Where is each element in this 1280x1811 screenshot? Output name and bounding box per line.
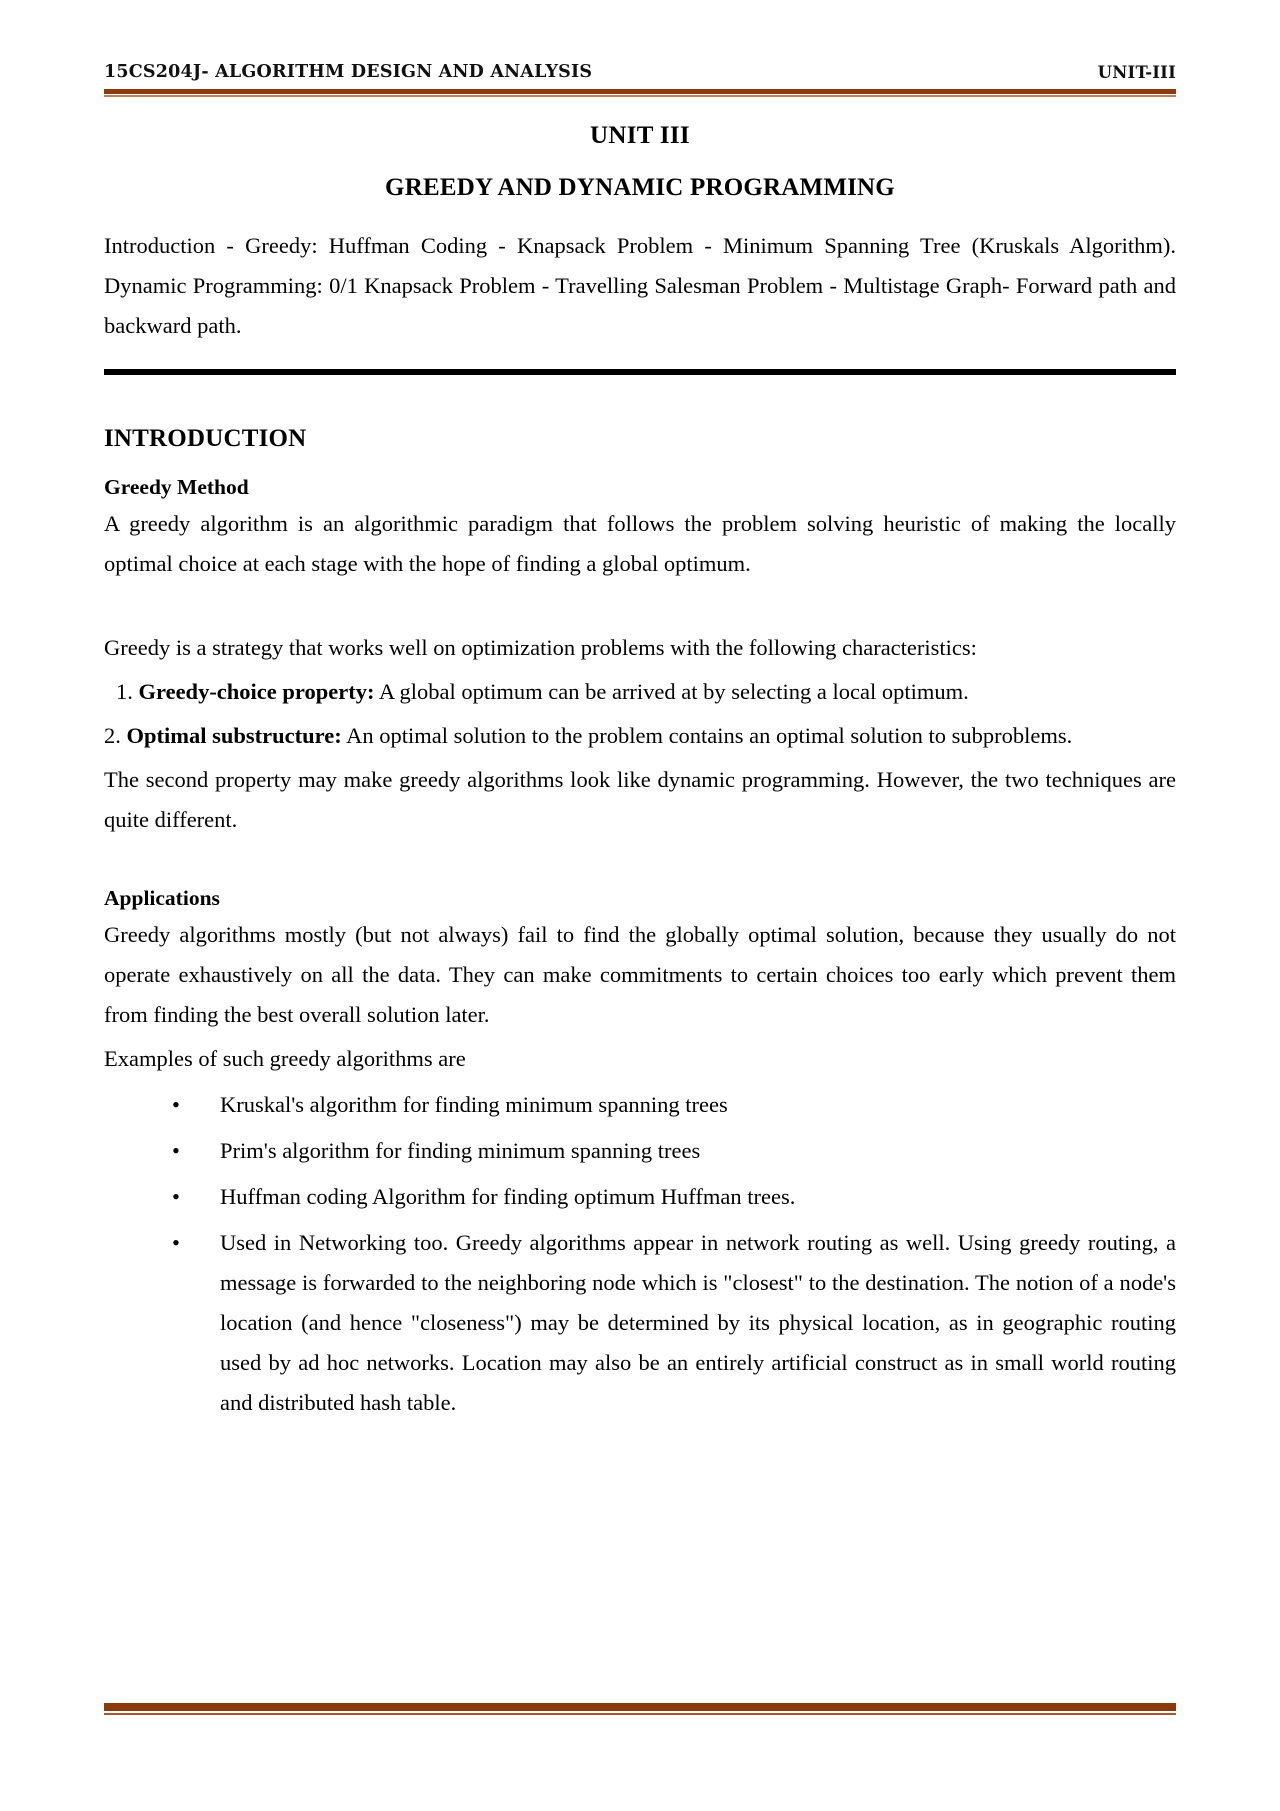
list-item [166, 1085, 1176, 1125]
list-item-text: Kruskal's algorithm for finding minimum spanning trees [220, 1092, 728, 1118]
greedy-definition-paragraph: A greedy algorithm is an algorithmic paradigm that follows the problem solving heuristic of making the locally optimal choice at each stage with the hope of finding a global optimum. [104, 510, 1176, 576]
bullet-icon: • [172, 1230, 180, 1256]
bullet-icon: • [172, 1092, 180, 1118]
list-item [166, 1177, 1176, 1217]
examples-lead-paragraph: Examples of such greedy algorithms are [104, 1046, 466, 1072]
list-item-text: Prim's algorithm for finding minimum spanning trees [220, 1138, 701, 1164]
closing-note-paragraph: The second property may make greedy algorithms look like dynamic programming. However, the two techniques are quite different. [104, 766, 1176, 832]
syllabus-divider [104, 369, 1176, 375]
header-unit-label: UNIT-III [1097, 63, 1176, 82]
header-divider [104, 89, 1176, 98]
examples-list [104, 1085, 1176, 1423]
header-divider-thin [104, 95, 1176, 97]
applications-paragraph: Greedy algorithms mostly (but not always) fail to find the globally optimal solution, because they usually do not operate exhaustively on all the data. They can make commitments to certain choices too early which prevent them from finding the best overall solution later. [104, 921, 1176, 1028]
bullet-icon: • [172, 1184, 180, 1210]
characteristic-term-1: Greedy-choice property: [138, 678, 375, 704]
list-item [166, 1223, 1176, 1423]
characteristic-item-1 [104, 672, 1176, 712]
characteristic-text-2: An optimal solution to the problem contains an optimal solution to subproblems. [341, 722, 1073, 748]
bullet-icon: • [172, 1138, 180, 1164]
unit-title: UNIT III [590, 122, 690, 149]
characteristic-term-2: Optimal substructure: [126, 722, 342, 748]
header-divider-thick [104, 89, 1176, 94]
list-item-text: Huffman coding Algorithm for finding optimum Huffman trees. [220, 1184, 796, 1210]
list-item-text: Used in Networking too. Greedy algorithms appear in network routing as well. Using greedy routing, a message is forwarded to the neighboring node which is "closest" to the destination. The notion of a node's location (and hence "closeness") may be determined by its physical location, as in geographic routing used by ad hoc networks. Location may also be an entirely artificial construct as in small world routing and distributed hash table. [220, 1230, 1176, 1416]
footer-divider-thin [104, 1713, 1176, 1715]
syllabus-paragraph: Introduction - Greedy: Huffman Coding - Knapsack Problem - Minimum Spanning Tree (Kruskals Algorithm). Dynamic Programming: 0/1 Knapsack Problem - Travelling Salesman Problem - Multistage Graph- Forward path and backward path. [104, 233, 1176, 339]
running-header [104, 0, 1176, 82]
characteristic-item-2 [104, 716, 1176, 756]
footer-divider [104, 1703, 1176, 1717]
characteristic-number-2: 2. [104, 722, 121, 748]
unit-subtitle: GREEDY AND DYNAMIC PROGRAMMING [385, 174, 895, 201]
footer-divider-thick [104, 1703, 1176, 1711]
characteristic-text-1: A global optimum can be arrived at by selecting a local optimum. [374, 678, 969, 704]
list-item [166, 1131, 1176, 1171]
characteristic-number-1: 1. [116, 678, 133, 704]
page-title: INTRODUCTION [104, 424, 307, 452]
greedy-method-heading: Greedy Method [104, 474, 249, 499]
header-course-title: 15CS204J- ALGORITHM DESIGN AND ANALYSIS [104, 62, 593, 82]
applications-heading: Applications [104, 885, 220, 910]
characteristics-intro-paragraph: Greedy is a strategy that works well on optimization problems with the following characteristics: [104, 634, 977, 660]
